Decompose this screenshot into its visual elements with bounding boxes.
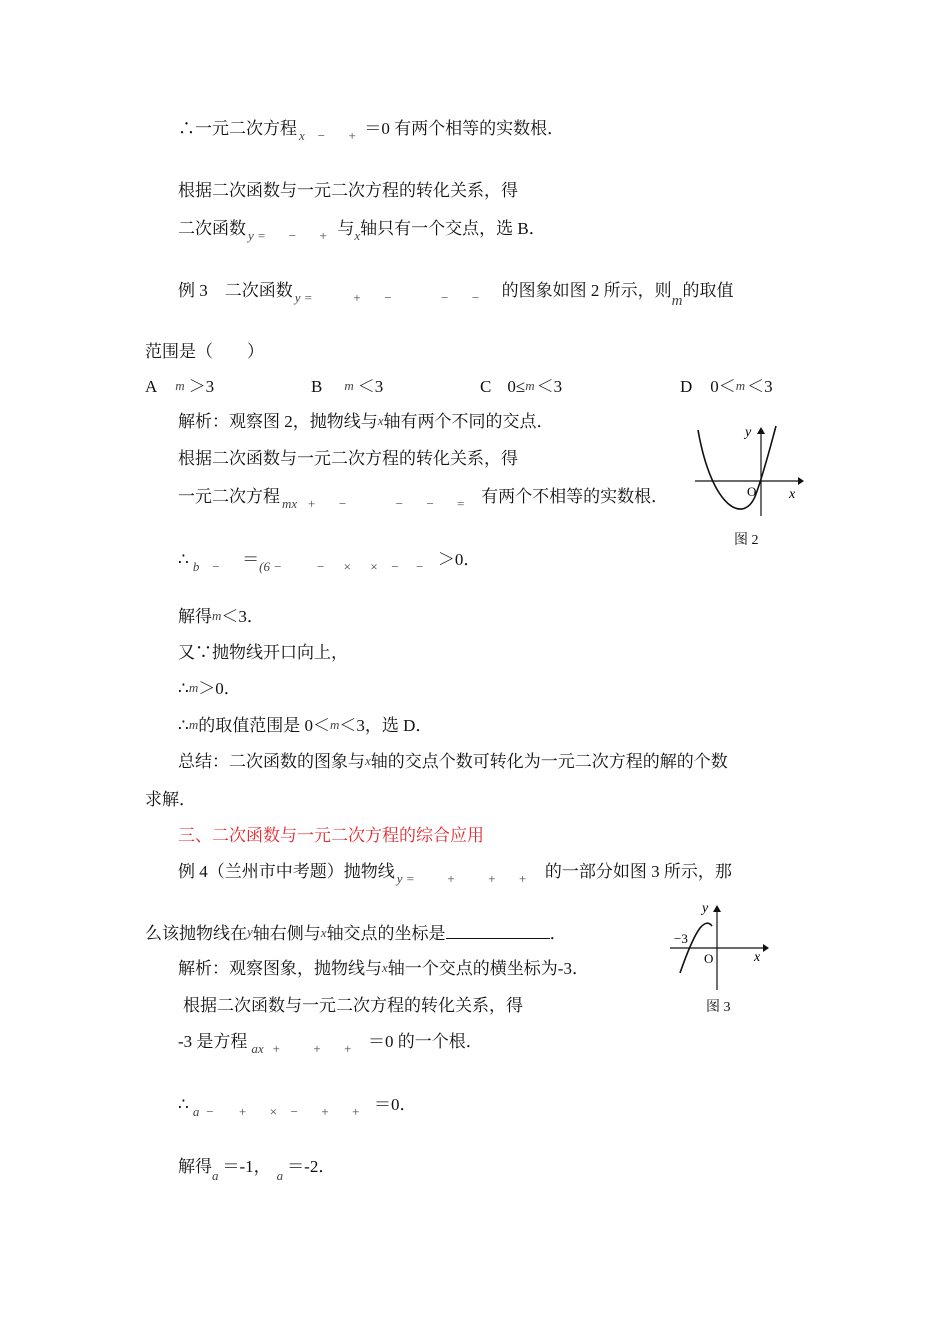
math-y-eq: y = xyxy=(294,290,313,305)
math-minus: − xyxy=(470,290,480,305)
analysis-fig2 xyxy=(178,411,554,434)
math-y-eq: y = xyxy=(396,871,415,886)
math-minus: − xyxy=(415,559,424,574)
line-solve-m xyxy=(178,606,264,629)
math-m: m xyxy=(329,717,340,732)
math-plus: + xyxy=(307,496,316,511)
option-c xyxy=(480,376,562,399)
text: ∴一元二次方程 xyxy=(178,119,297,138)
math-times: × xyxy=(268,1104,278,1119)
math-minus: − xyxy=(289,1104,299,1119)
text: 根据二次函数与一元二次方程的转化关系，得 xyxy=(178,449,518,468)
math-six: (6 − xyxy=(259,559,282,574)
math-eq: = xyxy=(456,496,466,511)
line-two-distinct-roots xyxy=(178,486,668,509)
example-3-stem xyxy=(178,280,734,309)
math-minus: − xyxy=(211,559,221,574)
math-plus: + xyxy=(347,128,357,143)
text: ∴ xyxy=(178,679,189,698)
math-minus: − xyxy=(205,1104,215,1119)
text: 范围是（ ） xyxy=(145,342,264,361)
text: ∴ xyxy=(178,550,189,569)
option-label: B xyxy=(311,377,323,396)
line-discriminant xyxy=(178,549,480,572)
line-answer-d xyxy=(178,715,432,738)
math-y: y xyxy=(247,924,253,939)
text: ＜3 xyxy=(747,377,773,396)
line-opens-upward xyxy=(178,642,348,664)
example-4-question xyxy=(145,922,567,946)
figure-2-caption: 图 2 xyxy=(734,533,759,548)
text: ＝0 的一个根． xyxy=(368,1032,483,1051)
math-minus: − xyxy=(394,496,404,511)
option-a xyxy=(145,376,214,399)
math-m: m xyxy=(671,293,683,309)
math-plus: + xyxy=(320,1104,330,1119)
math-m: m xyxy=(344,378,354,393)
analysis-fig3 xyxy=(178,958,589,981)
text: ＜3 xyxy=(357,377,384,396)
range-question xyxy=(145,341,264,363)
parabola-curve xyxy=(698,426,776,509)
text: 轴只有一个交点，选 B． xyxy=(360,219,546,238)
text: 解得 xyxy=(178,1157,212,1176)
text: ＝0 有两个相等的实数根． xyxy=(364,119,565,138)
math-y-eq: y = xyxy=(248,228,266,243)
math-minus: − xyxy=(440,290,449,305)
text: -3 是方程 xyxy=(178,1032,248,1051)
section-heading-3 xyxy=(178,825,484,847)
math-plus: + xyxy=(518,871,527,886)
math-x: x xyxy=(365,753,371,768)
math-plus: + xyxy=(271,1041,281,1056)
x-axis-arrow-icon xyxy=(798,477,804,485)
text: 有两个不相等的实数根． xyxy=(481,487,669,506)
text: ＝0． xyxy=(374,1095,417,1114)
option-label: C xyxy=(480,377,492,396)
line-m-positive xyxy=(178,678,241,701)
math-x: x xyxy=(354,228,361,243)
text: 轴右侧与 xyxy=(252,924,321,943)
text: 又∵抛物线开口向上， xyxy=(178,643,348,662)
text: 轴一个交点的横坐标为-3． xyxy=(387,959,589,978)
math-minus: − xyxy=(425,496,435,511)
text: ＞3 xyxy=(188,377,215,396)
text: 根据二次函数与一元二次方程的转化关系，得 xyxy=(183,996,523,1015)
math-minus: − xyxy=(287,228,297,243)
text: ∴ xyxy=(178,716,189,735)
text: ＞0． xyxy=(437,550,481,569)
math-m: m xyxy=(188,680,199,695)
line-final-solution xyxy=(178,1156,336,1183)
math-x: x xyxy=(320,925,327,940)
math-x: x xyxy=(377,413,384,428)
option-label: D xyxy=(680,377,693,396)
math-minus: − xyxy=(316,128,326,143)
text: ∴ xyxy=(178,1095,189,1114)
line-conclusion-equal-roots xyxy=(178,118,564,141)
figure-3-caption: 图 3 xyxy=(706,1000,731,1015)
math-minus: − xyxy=(390,559,400,574)
summary-continued xyxy=(145,789,196,811)
text: 求解． xyxy=(145,790,196,809)
figure-3-graph xyxy=(668,898,773,993)
math-x: x xyxy=(299,128,305,143)
text: ＝-2． xyxy=(287,1157,336,1176)
text: 例 4（兰州市中考题）抛物线 xyxy=(178,862,395,881)
text: 与 xyxy=(337,219,355,238)
example-4-stem xyxy=(178,861,732,884)
math-plus: + xyxy=(318,228,328,243)
text: ＜3． xyxy=(221,607,264,626)
line-conversion-relation xyxy=(178,448,518,470)
line-conversion-relation xyxy=(178,180,518,202)
text: 例 3 二次函数 xyxy=(178,281,293,300)
math-ax: ax xyxy=(251,1041,264,1056)
math-mx: mx xyxy=(282,496,298,511)
math-minus: − xyxy=(337,496,347,511)
text: ． xyxy=(549,924,567,943)
text: 的一部分如图 3 所示，那 xyxy=(544,862,732,881)
math-a: a xyxy=(192,1104,200,1119)
text: 二次函数 xyxy=(178,219,246,238)
math-m: m xyxy=(188,717,199,732)
origin-label: O xyxy=(704,951,714,966)
tick-label-neg3: −3 xyxy=(674,931,688,946)
text: 解析：观察图象，抛物线与 xyxy=(178,959,382,978)
math-plus: + xyxy=(446,871,456,886)
option-b xyxy=(311,376,383,399)
x-axis-label: x xyxy=(789,487,796,502)
text: 的取值 xyxy=(682,281,734,300)
math-plus: + xyxy=(312,1041,322,1056)
math-times: × xyxy=(342,559,352,574)
summary xyxy=(178,751,728,774)
text: ＞0． xyxy=(198,679,241,698)
text: 三、二次函数与一元二次方程的综合应用 xyxy=(178,826,484,845)
math-x: x xyxy=(382,960,388,975)
text: 轴交点的坐标是 xyxy=(326,924,446,943)
math-plus: + xyxy=(238,1104,247,1119)
text: 总结：二次函数的图象与 xyxy=(178,752,365,771)
math-minus: − xyxy=(315,559,325,574)
x-axis-arrow-icon xyxy=(763,944,769,952)
y-axis-label: y xyxy=(745,425,752,440)
math-a2: a xyxy=(276,1168,284,1183)
text: 解得 xyxy=(178,607,212,626)
text: ＝ xyxy=(242,550,260,569)
figure-2-graph xyxy=(690,420,805,520)
math-times: × xyxy=(369,559,379,574)
option-d xyxy=(680,376,773,399)
math-m: m xyxy=(525,378,535,393)
origin-label: O xyxy=(747,484,757,499)
math-plus: + xyxy=(351,1104,361,1119)
text: 么该抛物线在 xyxy=(145,924,247,943)
math-a1: a xyxy=(212,1168,219,1183)
y-axis-arrow-icon xyxy=(713,905,721,912)
text: 0＜ xyxy=(710,377,736,396)
text: 轴有两个不同的交点． xyxy=(383,412,554,431)
text: ＜3 xyxy=(536,377,563,396)
line-conversion-relation xyxy=(183,995,523,1017)
math-m: m xyxy=(735,378,746,393)
y-axis-arrow-icon xyxy=(757,427,765,434)
text: 轴的交点个数可转化为一元二次方程的解的个数 xyxy=(370,752,728,771)
math-plus: + xyxy=(343,1041,353,1056)
text: 0≤ xyxy=(507,377,526,396)
text: 的取值范围是 0＜ xyxy=(198,716,330,735)
line-substitute xyxy=(178,1094,417,1117)
text: ＝-1， xyxy=(222,1157,271,1176)
y-axis-label: y xyxy=(702,901,709,916)
math-b: b xyxy=(192,559,200,574)
option-label: A xyxy=(145,377,158,396)
line-one-intersection xyxy=(178,218,546,241)
math-plus: + xyxy=(352,290,362,305)
math-m: m xyxy=(175,378,185,393)
text: 一元二次方程 xyxy=(178,487,280,506)
math-plus: + xyxy=(487,871,497,886)
math-m: m xyxy=(212,608,222,623)
line-root-of-equation xyxy=(178,1031,483,1054)
math-minus: − xyxy=(383,290,393,305)
text: 解析：观察图 2，抛物线与 xyxy=(178,412,378,431)
text: 的图象如图 2 所示，则 xyxy=(501,281,672,300)
text: ＜3，选 D． xyxy=(339,716,433,735)
answer-blank[interactable] xyxy=(446,922,550,939)
text: 根据二次函数与一元二次方程的转化关系，得 xyxy=(178,181,518,200)
x-axis-label: x xyxy=(754,950,761,965)
